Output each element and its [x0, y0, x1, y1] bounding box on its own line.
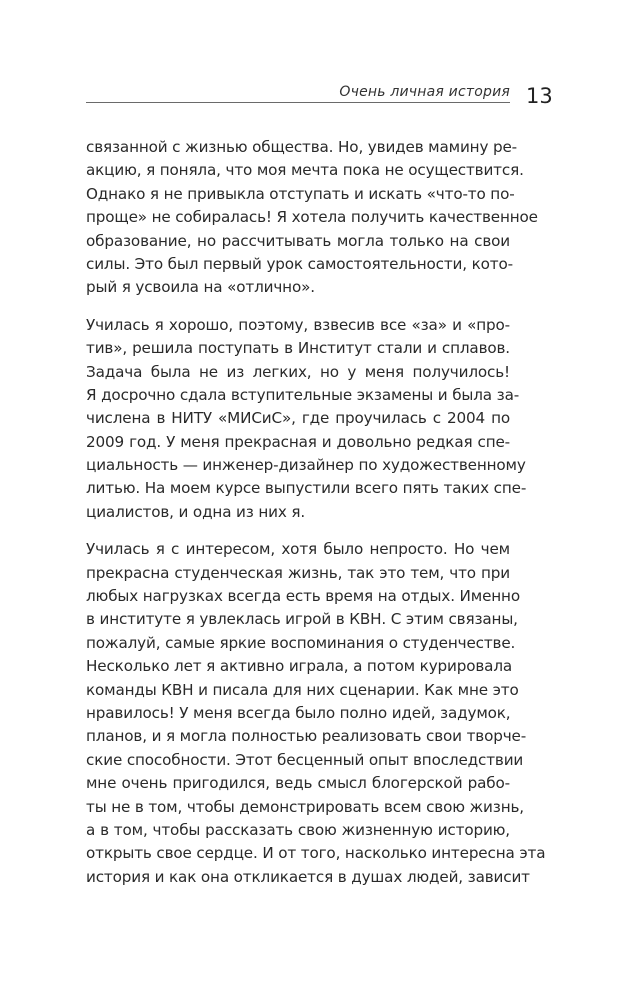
text-line: планов, и я могла полностью реализовать свои творче- — [86, 727, 527, 746]
text-line: мне очень пригодился, ведь смысл блогерской рабо- — [86, 774, 510, 793]
text-line: в институте я увлеклась игрой в КВН. С этим связаны, — [86, 610, 518, 629]
paragraph — [86, 314, 527, 525]
body-text — [86, 136, 546, 903]
paragraph — [86, 538, 546, 889]
text-line: Я досрочно сдала вступительные экзамены и была за- — [86, 385, 520, 404]
text-line: прекрасна студенческая жизнь, так это тем, что при — [86, 563, 510, 582]
text-line: ты не в том, чтобы демонстрировать всем свою жизнь, — [86, 797, 524, 816]
page-number: 13 — [526, 84, 553, 108]
text-line: литью. На моем курсе выпустили всего пять таких спе- — [86, 479, 527, 498]
text-line: связанной с жизнью общества. Но, увидев мамину ре- — [86, 138, 517, 156]
text-line: рый я усвоила на «отлично». — [86, 278, 315, 297]
text-line: циальность — инженер-дизайнер по художественному — [86, 456, 526, 475]
paragraph — [86, 136, 538, 300]
running-head — [86, 82, 510, 103]
text-line: а в том, чтобы рассказать свою жизненную историю, — [86, 820, 510, 839]
text-line: история и как она откликается в душах людей, зависит — [86, 867, 530, 886]
text-line: числена в НИТУ «МИСиС», где проучилась с 2004 по — [86, 409, 510, 428]
text-line: открыть свое сердце. И от того, насколько интересна эта — [86, 844, 546, 863]
text-line: циалистов, и одна из них я. — [86, 502, 306, 521]
text-line: тив», решила поступать в Институт стали и сплавов. — [86, 339, 510, 358]
text-line: нравилось! У меня всегда было полно идей, задумок, — [86, 703, 511, 722]
text-line: силы. Это был первый урок самостоятельности, кото- — [86, 254, 513, 273]
text-line: Несколько лет я активно играла, а потом курировала — [86, 657, 513, 676]
text-line: проще» не собиралась! Я хотела получить качественное — [86, 208, 538, 227]
running-title: Очень личная история — [339, 84, 510, 100]
text-line: Училась я хорошо, поэтому, взвесив все «за» и «про- — [86, 315, 510, 334]
text-line: пожалуй, самые яркие воспоминания о студенчестве. — [86, 633, 516, 652]
text-line: 2009 год. У меня прекрасная и довольно редкая спе- — [86, 432, 510, 451]
text-line: образование, но рассчитывать могла только на свои — [86, 231, 510, 250]
text-line: любых нагрузках всегда есть время на отдых. Именно — [86, 587, 520, 606]
text-line: Училась я с интересом, хотя было непросто. Но чем — [86, 540, 510, 559]
text-line: Задача была не из легких, но у меня получилось! — [86, 362, 510, 381]
text-line: команды КВН и писала для них сценарии. Как мне это — [86, 680, 519, 699]
text-line: Однако я не привыкла отступать и искать «что-то по- — [86, 184, 515, 203]
text-line: ские способности. Этот бесценный опыт впоследствии — [86, 750, 524, 769]
text-line: акцию, я поняла, что моя мечта пока не осуществится. — [86, 161, 524, 180]
